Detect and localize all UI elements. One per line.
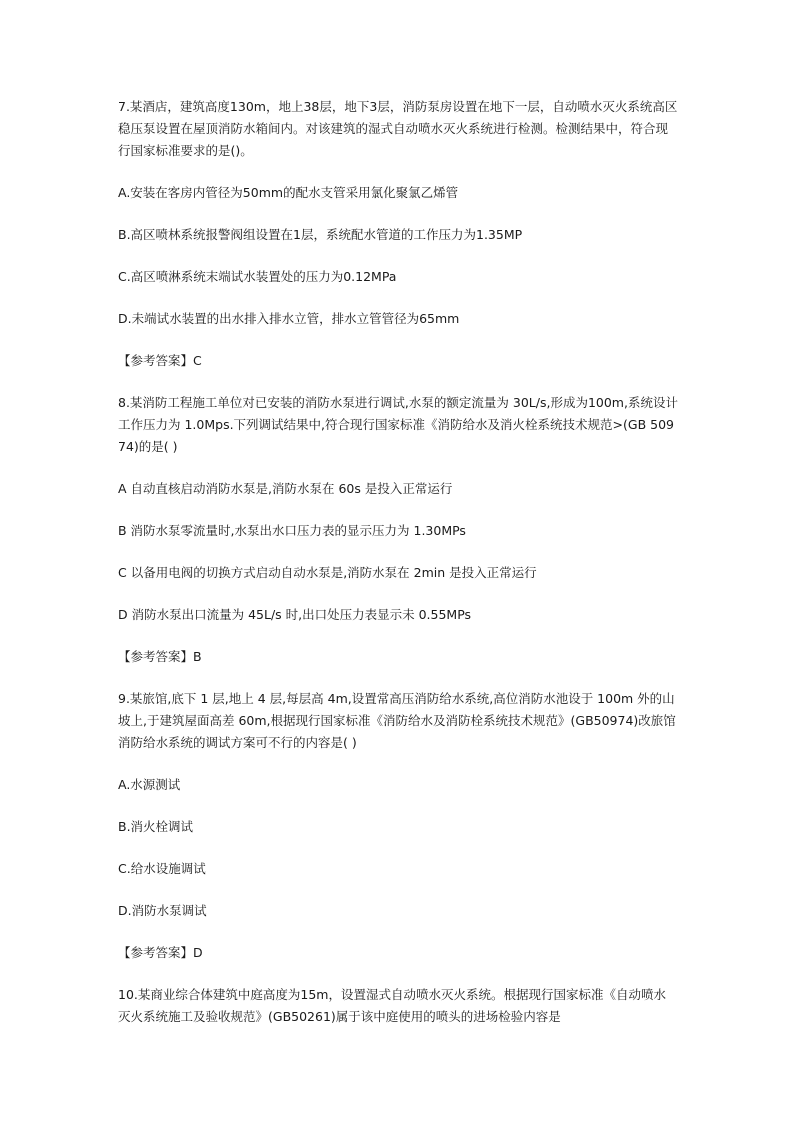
option-b: B 消防水泵零流量时,水泵出水口压力表的显示压力为 1.30MPs — [118, 523, 466, 538]
question-7 — [118, 96, 678, 372]
option-c: C.给水设施调试 — [118, 861, 206, 876]
question-10 — [118, 984, 678, 1028]
option-c: C 以备用电阀的切换方式启动自动水泵是,消防水泵在 2min 是投入正常运行 — [118, 565, 537, 580]
reference-answer: 【参考答案】D — [118, 945, 203, 960]
question-8 — [118, 392, 678, 668]
option-a: A.安装在客房内管径为50mm的配水支管采用氯化聚氯乙烯管 — [118, 185, 459, 200]
document-page — [118, 96, 678, 1048]
question-stem: 9.某旅馆,底下 1 层,地上 4 层,每层高 4m,设置常高压消防给水系统,高位消防水池设于 100m 外的山坡上,于建筑屋面高差 60m,根据现行国家标准《消防给水及消防栓系统技术规范》(GB50974)改旅馆消防给水系统的调试方案可不行的内容是( ) — [118, 691, 676, 750]
option-d: D.消防水泵调试 — [118, 903, 207, 918]
question-stem: 7.某酒店，建筑高度130m，地上38层，地下3层，消防泵房设置在地下一层，自动喷水灭火系统高区稳压泵设置在屋顶消防水箱间内。对该建筑的湿式自动喷水灭火系统进行检测。检测结果中，符合现行国家标准要求的是()。 — [118, 99, 678, 158]
option-d: D 消防水泵出口流量为 45L/s 时,出口处压力表显示未 0.55MPs — [118, 607, 472, 622]
option-b: B.高区喷林系统报警阀组设置在1层，系统配水管道的工作压力为1.35MP — [118, 227, 523, 242]
question-9 — [118, 688, 678, 964]
option-b: B.消火栓调试 — [118, 819, 194, 834]
option-a: A 自动直核启动消防水泵是,消防水泵在 60s 是投入正常运行 — [118, 481, 453, 496]
option-c: C.高区喷淋系统末端试水装置处的压力为0.12MPa — [118, 269, 397, 284]
question-stem: 8.某消防工程施工单位对已安装的消防水泵进行调试,水泵的额定流量为 30L/s,形成为100m,系统设计工作压力为 1.0Mps.下列调试结果中,符合现行国家标准《消防给水及消火栓系统技术规范>(GB 50974)的是( ) — [118, 395, 678, 454]
option-d: D.未端试水装置的出水排入排水立管，排水立管管径为65mm — [118, 311, 460, 326]
option-a: A.水源测试 — [118, 777, 181, 792]
question-stem: 10.某商业综合体建筑中庭高度为15m，设置湿式自动喷水灭火系统。根据现行国家标准《自动喷水灭火系统施工及验收规范》(GB50261)属于该中庭使用的喷头的进场检验内容是 — [118, 987, 666, 1024]
reference-answer: 【参考答案】C — [118, 353, 202, 368]
reference-answer: 【参考答案】B — [118, 649, 202, 664]
